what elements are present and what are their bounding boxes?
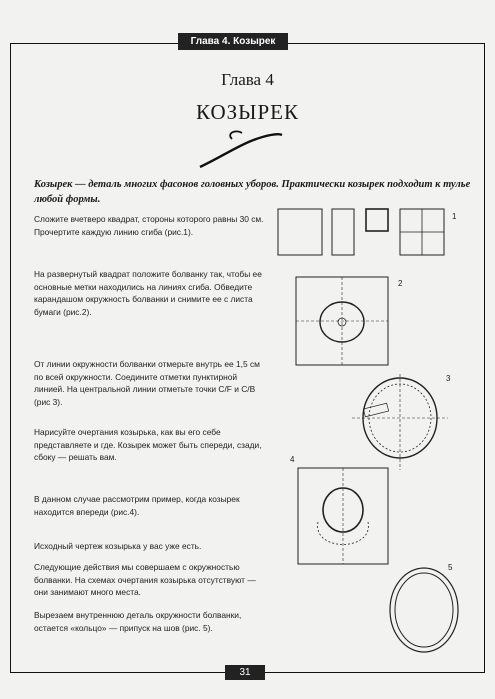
figure-5-ring <box>384 560 464 660</box>
paragraph-2: На развернутый квадрат положите болванку так, чтобы ее основные метки находились на линиях сгиба. Обведите карандашом окружность болванки и снимите ее с листа бумаги (рис.2). <box>34 269 262 317</box>
figure-4-front-visor <box>296 462 394 568</box>
chapter-title: КОЗЫРЕК <box>196 100 299 124</box>
figure-1-number: 1 <box>452 212 457 221</box>
chapter-label: Глава 4 <box>221 70 274 89</box>
paragraph-1: Сложите вчетверо квадрат, стороны которого равны 30 см. Прочертите каждую линию сгиба (рис.1). <box>34 214 264 237</box>
figure-5-number: 5 <box>448 563 453 572</box>
figure-4-number: 4 <box>290 455 295 464</box>
page-number: 31 <box>225 665 265 680</box>
title-flourish-icon <box>196 127 286 172</box>
figure-2-number: 2 <box>398 279 403 288</box>
chapter-header-tab: Глава 4. Козырек <box>178 33 288 50</box>
intro-text: Козырек — деталь многих фасонов головных уборов. Практически козырек подходит к тулье любой формы. <box>34 179 471 205</box>
figure-3-number: 3 <box>446 374 451 383</box>
paragraph-7: Следующие действия мы совершаем с окружностью болванки. На схемах очертания козырька отсутствуют — они занимают много места. <box>34 562 256 597</box>
paragraph-8: Вырезаем внутреннюю деталь окружности болванки, остается «кольцо» — припуск на шов (рис. 5). <box>34 610 242 633</box>
figure-2-head-outline <box>294 275 394 370</box>
paragraph-6: Исходный чертеж козырька у вас уже есть. <box>34 541 202 551</box>
paragraph-3: От линии окружности болванки отмерьте внутрь ее 1,5 см по всей окружности. Соедините отметки пунктирной линией. На центральной линии отметьте точки C/F и C/B (рис 3). <box>34 359 260 407</box>
paragraph-5: В данном случае рассмотрим пример, когда козырек находится впереди (рис.4). <box>34 494 240 517</box>
figure-1-folding-squares <box>276 205 456 260</box>
paragraph-4: Нарисуйте очертания козырька, как вы его себе представляете и где. Козырек может быть спереди, сзади, сбоку — решать вам. <box>34 427 262 462</box>
figure-3-seam-allowance <box>350 372 450 472</box>
